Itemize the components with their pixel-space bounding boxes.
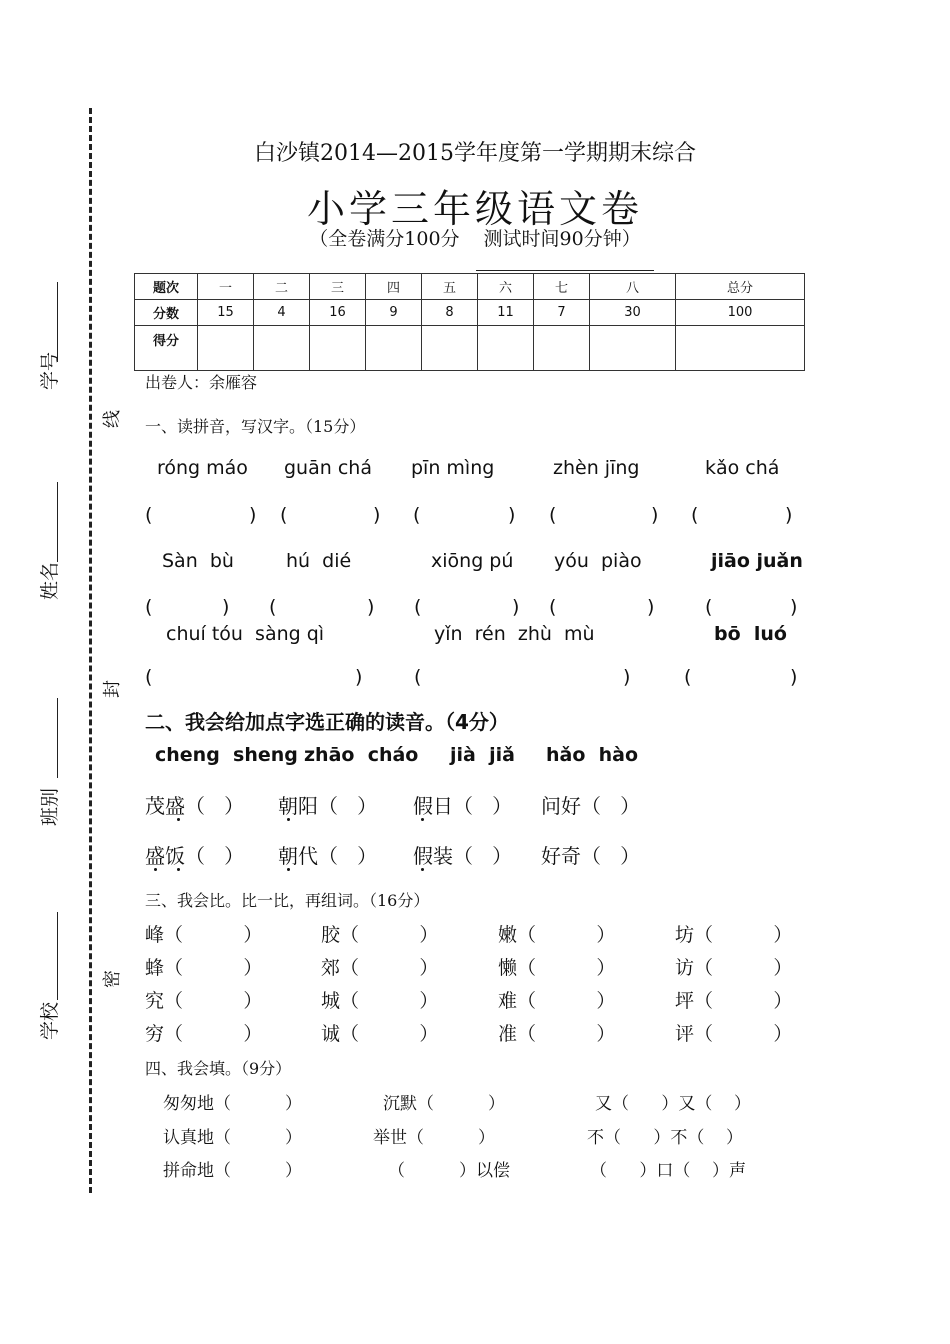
earned-cell[interactable] (478, 326, 534, 371)
pinyin-item: Sàn bù (162, 550, 234, 572)
q4-title: 四、我会填。（9分） (145, 1059, 292, 1078)
col-header: 六 (478, 274, 534, 300)
name-line (57, 482, 58, 562)
q3-item[interactable]: 峰（ ） (145, 924, 263, 946)
q4-item[interactable]: （ ）口（ ）声 (590, 1161, 747, 1181)
earned-cell[interactable] (590, 326, 676, 371)
answer-blank[interactable]: ( (705, 596, 713, 618)
class-line (57, 698, 58, 778)
full-score-text: （全卷满分100分 (309, 228, 460, 250)
earned-cell[interactable] (534, 326, 590, 371)
emphasis-dot (287, 818, 290, 821)
emphasis-dot (177, 818, 180, 821)
q4-item[interactable]: 又（ ）又（ ） (595, 1094, 752, 1114)
pinyin-item: pīn mìng (411, 457, 495, 479)
emphasis-dot (177, 868, 180, 871)
q1-title: 一、读拼音，写汉字。（15分） (145, 417, 366, 436)
answer-blank: ) (249, 504, 257, 526)
earned-cell[interactable] (366, 326, 422, 371)
q3-item[interactable]: 诚（ ） (321, 1023, 439, 1045)
q4-item[interactable]: 匆匆地（ ） (163, 1094, 303, 1114)
test-time-text: 测试时间90分钟） (483, 228, 641, 250)
q4-item[interactable]: 举世（ ） (373, 1128, 496, 1148)
answer-blank: ) (790, 666, 798, 688)
school-label: 学校 (39, 1001, 61, 1040)
answer-blank[interactable]: ( (414, 666, 422, 688)
pinyin-item: jiāo juǎn (711, 550, 803, 572)
q3-item[interactable]: 访（ ） (675, 957, 793, 979)
pinyin-item: kǎo chá (705, 457, 780, 479)
seal-char-feng: 封 (102, 680, 123, 698)
q3-item[interactable]: 郊（ ） (321, 957, 439, 979)
answer-blank: ) (512, 596, 520, 618)
answer-blank[interactable]: ( (414, 596, 422, 618)
answer-blank: ) (623, 666, 631, 688)
q2-item[interactable]: 朝阳（ ） (278, 794, 378, 818)
q3-item[interactable]: 胶（ ） (321, 924, 439, 946)
class-label: 班别 (39, 787, 61, 826)
pinyin-item: xiōng pú (431, 550, 514, 572)
exam-title: 小学三年级语文卷 (306, 187, 643, 231)
school-line (57, 912, 58, 1000)
answer-blank: ) (647, 596, 655, 618)
score-cell: 4 (254, 300, 310, 326)
score-cell: 9 (366, 300, 422, 326)
pinyin-item: bō luó (714, 623, 787, 645)
score-cell: 16 (310, 300, 366, 326)
q2-title: 二、我会给加点字选正确的读音。（4分） (145, 710, 509, 734)
header-rule (476, 270, 654, 271)
student-id-line (57, 282, 58, 362)
q4-item[interactable]: 认真地（ ） (163, 1128, 303, 1148)
pinyin-item: guān chá (284, 457, 372, 479)
q2-item[interactable]: 茂盛（ ） (145, 794, 245, 818)
answer-blank[interactable]: ( (269, 596, 277, 618)
col-header: 二 (254, 274, 310, 300)
q3-item[interactable]: 嫩（ ） (498, 924, 616, 946)
q3-item[interactable]: 准（ ） (498, 1023, 616, 1045)
q2-item[interactable]: 问好（ ） (541, 794, 641, 818)
q2-item[interactable]: 假装（ ） (413, 844, 513, 868)
q3-item[interactable]: 难（ ） (498, 990, 616, 1012)
q3-item[interactable]: 蜂（ ） (145, 957, 263, 979)
pinyin-item: yǐn rén zhù mù (434, 623, 595, 645)
answer-blank: ) (651, 504, 659, 526)
q3-item[interactable]: 城（ ） (321, 990, 439, 1012)
answer-blank[interactable]: ( (549, 504, 557, 526)
exam-info (0, 224, 950, 251)
q2-item[interactable]: 假日（ ） (413, 794, 513, 818)
emphasis-dot (421, 818, 424, 821)
answer-blank[interactable]: ( (413, 504, 421, 526)
q4-item[interactable]: 不（ ）不（ ） (587, 1128, 744, 1148)
score-cell: 15 (198, 300, 254, 326)
earned-cell[interactable] (198, 326, 254, 371)
q3-item[interactable]: 穷（ ） (145, 1023, 263, 1045)
earned-cell[interactable] (422, 326, 478, 371)
col-header: 五 (422, 274, 478, 300)
seal-char-xian: 线 (102, 410, 123, 428)
answer-blank[interactable]: ( (691, 504, 699, 526)
emphasis-dot (154, 868, 157, 871)
answer-blank: ) (222, 596, 230, 618)
answer-blank: ) (373, 504, 381, 526)
q3-item[interactable]: 究（ ） (145, 990, 263, 1012)
q4-item[interactable]: 沉默（ ） (383, 1094, 506, 1114)
q4-item[interactable]: 拼命地（ ） (163, 1161, 303, 1181)
col-header: 八 (590, 274, 676, 300)
pinyin-option: hǎo hào (546, 744, 639, 766)
pinyin-option: jià jiǎ (450, 744, 515, 766)
score-cell: 30 (590, 300, 676, 326)
answer-blank: ) (355, 666, 363, 688)
q3-item[interactable]: 坊（ ） (675, 924, 793, 946)
q2-item[interactable]: 盛饭（ ） (145, 844, 245, 868)
answer-blank[interactable]: ( (280, 504, 288, 526)
score-cell: 11 (478, 300, 534, 326)
student-id-label: 学号 (39, 351, 61, 390)
score-cell: 7 (534, 300, 590, 326)
q3-title: 三、我会比。比一比，再组词。（16分） (145, 891, 430, 910)
col-header: 一 (198, 274, 254, 300)
q3-item[interactable]: 评（ ） (675, 1023, 793, 1045)
earned-cell[interactable] (310, 326, 366, 371)
col-header: 三 (310, 274, 366, 300)
answer-blank: ) (785, 504, 793, 526)
answer-blank[interactable]: ( (145, 504, 153, 526)
q2-item[interactable]: 好奇（ ） (541, 844, 641, 868)
pinyin-item: hú dié (286, 550, 352, 572)
binding-dashed-line (89, 108, 92, 1193)
q3-item[interactable]: 坪（ ） (675, 990, 793, 1012)
pinyin-item: róng máo (157, 457, 248, 479)
emphasis-dot (287, 868, 290, 871)
col-header: 四 (366, 274, 422, 300)
score-table (134, 273, 805, 371)
pinyin-item: zhèn jīng (553, 457, 640, 479)
seal-char-mi: 密 (102, 970, 123, 988)
pinyin-item: chuí tóu sàng qì (166, 623, 325, 645)
col-header: 总分 (676, 274, 805, 300)
author-line: 出卷人：余雁容 (145, 373, 258, 392)
name-label: 姓名 (39, 561, 61, 600)
score-cell: 8 (422, 300, 478, 326)
exam-subtitle: 白沙镇2014—2015学年度第一学期期末综合 (254, 141, 696, 166)
row-label: 得分 (135, 326, 198, 371)
answer-blank[interactable]: ( (145, 596, 153, 618)
q2-item[interactable]: 朝代（ ） (278, 844, 378, 868)
earned-cell[interactable] (676, 326, 805, 371)
score-cell: 100 (676, 300, 805, 326)
emphasis-dot (421, 868, 424, 871)
pinyin-option: cheng sheng (155, 744, 298, 766)
answer-blank[interactable]: ( (684, 666, 692, 688)
pinyin-item: yóu piào (554, 550, 642, 572)
answer-blank: ) (367, 596, 375, 618)
answer-blank: ) (790, 596, 798, 618)
answer-blank: ) (508, 504, 516, 526)
pinyin-option: zhāo cháo (304, 744, 419, 766)
earned-cell[interactable] (254, 326, 310, 371)
answer-blank[interactable]: ( (549, 596, 557, 618)
answer-blank[interactable]: ( (145, 666, 153, 688)
q4-item[interactable]: （ ）以偿 (388, 1161, 511, 1181)
col-header: 七 (534, 274, 590, 300)
row-label: 分数 (135, 300, 198, 326)
q3-item[interactable]: 懒（ ） (498, 957, 616, 979)
row-label: 题次 (135, 274, 198, 300)
